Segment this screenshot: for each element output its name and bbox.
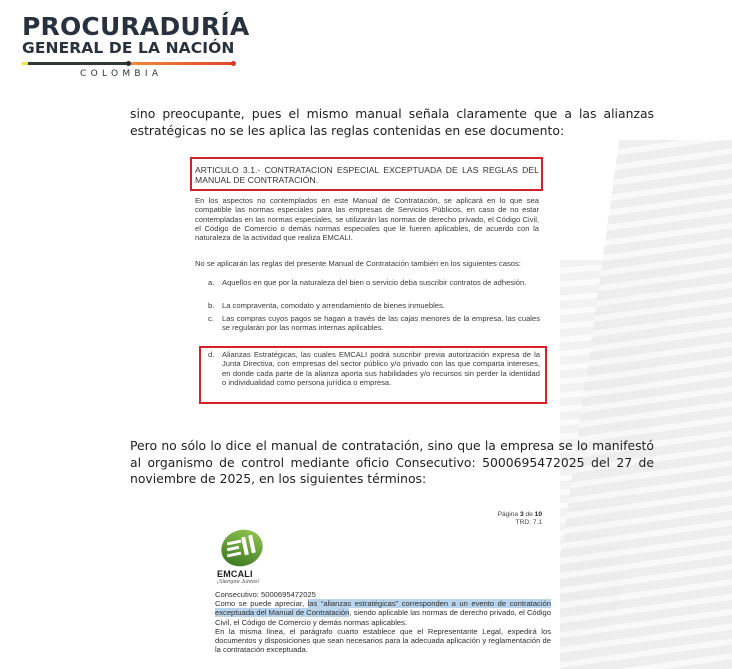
- logo-country: COLOMBIA: [80, 69, 163, 79]
- building-shape: [560, 140, 732, 669]
- excerpt-paragraph: En los aspectos no contemplados en este Manual de Contratación, se aplicará en lo que sea compatible las normas especiales para las empresas de Servicios Públicos, en caso de no estar contempladas en las normas especiales, se utilizarán las normas de derecho privado, el Código Civil, el Código de Comercio o demás normas especiales que le fueren aplicables, de acuerdo con la naturaleza de la actividad que realiza EMCALI.: [195, 196, 539, 243]
- list-item: b. La compraventa, comodato y arrendamiento de bienes inmuebles.: [208, 301, 445, 310]
- emcali-logo-icon: [218, 527, 266, 569]
- highlighted-text: las “alianzas estratégicas” corresponden a un evento de contratación exceptuada del Manual de Contratación: [215, 599, 551, 618]
- article-title: ARTICULO 3.1.- CONTRATACION ESPECIAL EXCEPTUADA DE LAS REGLAS DEL MANUAL DE CONTRATACIÓN.: [195, 165, 539, 185]
- logo-flag-bar: [22, 62, 235, 65]
- org-name: EMCALI: [217, 569, 253, 579]
- list-item: d. Alianzas Estratégicas, las cuales EMCALI podrá suscribir previa autorización expresa de la Junta Directiva, con empresas del sector público y/o privado con las que comparta intereses, en donde cada parte de la alianza aporta sus habilidades y/o recursos sin perder la identidad o individualidad como persona jurídica o empresa.: [208, 350, 540, 387]
- list-item: c. Las compras cuyos pagos se hagan a través de las cajas menores de la empresa, las cuales se regularán por las normas internas aplicables.: [208, 314, 540, 333]
- oficio-paragraph: Como se puede apreciar, las “alianzas estratégicas” corresponden a un evento de contratación exceptuada del Manual de Contratación, siendo aplicable las normas de derecho privado, el Código Civil, el Código de Comercio y demás normas aplicables.: [215, 599, 552, 627]
- org-tagline: ¡Siempre Juntos!: [217, 579, 260, 585]
- procuraduria-logo: [22, 12, 250, 79]
- body-paragraph: Pero no sólo lo dice el manual de contratación, sino que la empresa se lo manifestó al organismo de control mediante oficio Consecutivo: 5000695472025 del 27 de noviembre de 2025, en los siguientes términos:: [130, 438, 654, 486]
- oficio-body: [215, 590, 551, 654]
- oficio-paragraph: En la misma línea, el parágrafo cuarto establece que el Representante Legal, expedirá los documentos y disposiciones que sean necesarios para la adecuada aplicación y reglamentación de la contratación exceptuada.: [215, 626, 551, 655]
- page-number: Página 3 de 10 TRD: 7.1: [497, 511, 542, 526]
- manual-excerpt-image: [178, 152, 552, 414]
- building-watermark: [560, 120, 732, 669]
- body-paragraph: sino preocupante, pues el mismo manual señala claramente que a las alianzas estratégicas no se les aplica las reglas contenidas en ese documento:: [130, 106, 654, 138]
- trd-code: TRD: 7.1: [515, 519, 542, 526]
- logo-subtitle: GENERAL DE LA NACIÓN: [22, 39, 235, 57]
- oficio-excerpt-image: [184, 505, 554, 669]
- list-item: a. Aquellos en que por la naturaleza del bien o servicio deba suscribir contratos de adhesión.: [208, 278, 527, 287]
- logo-title: PROCURADURÍA: [22, 12, 250, 41]
- consecutivo: Consecutivo: 5000695472025: [215, 590, 316, 599]
- excerpt-paragraph: No se aplicarán las reglas del presente Manual de Contratación también en los siguientes casos:: [195, 259, 521, 268]
